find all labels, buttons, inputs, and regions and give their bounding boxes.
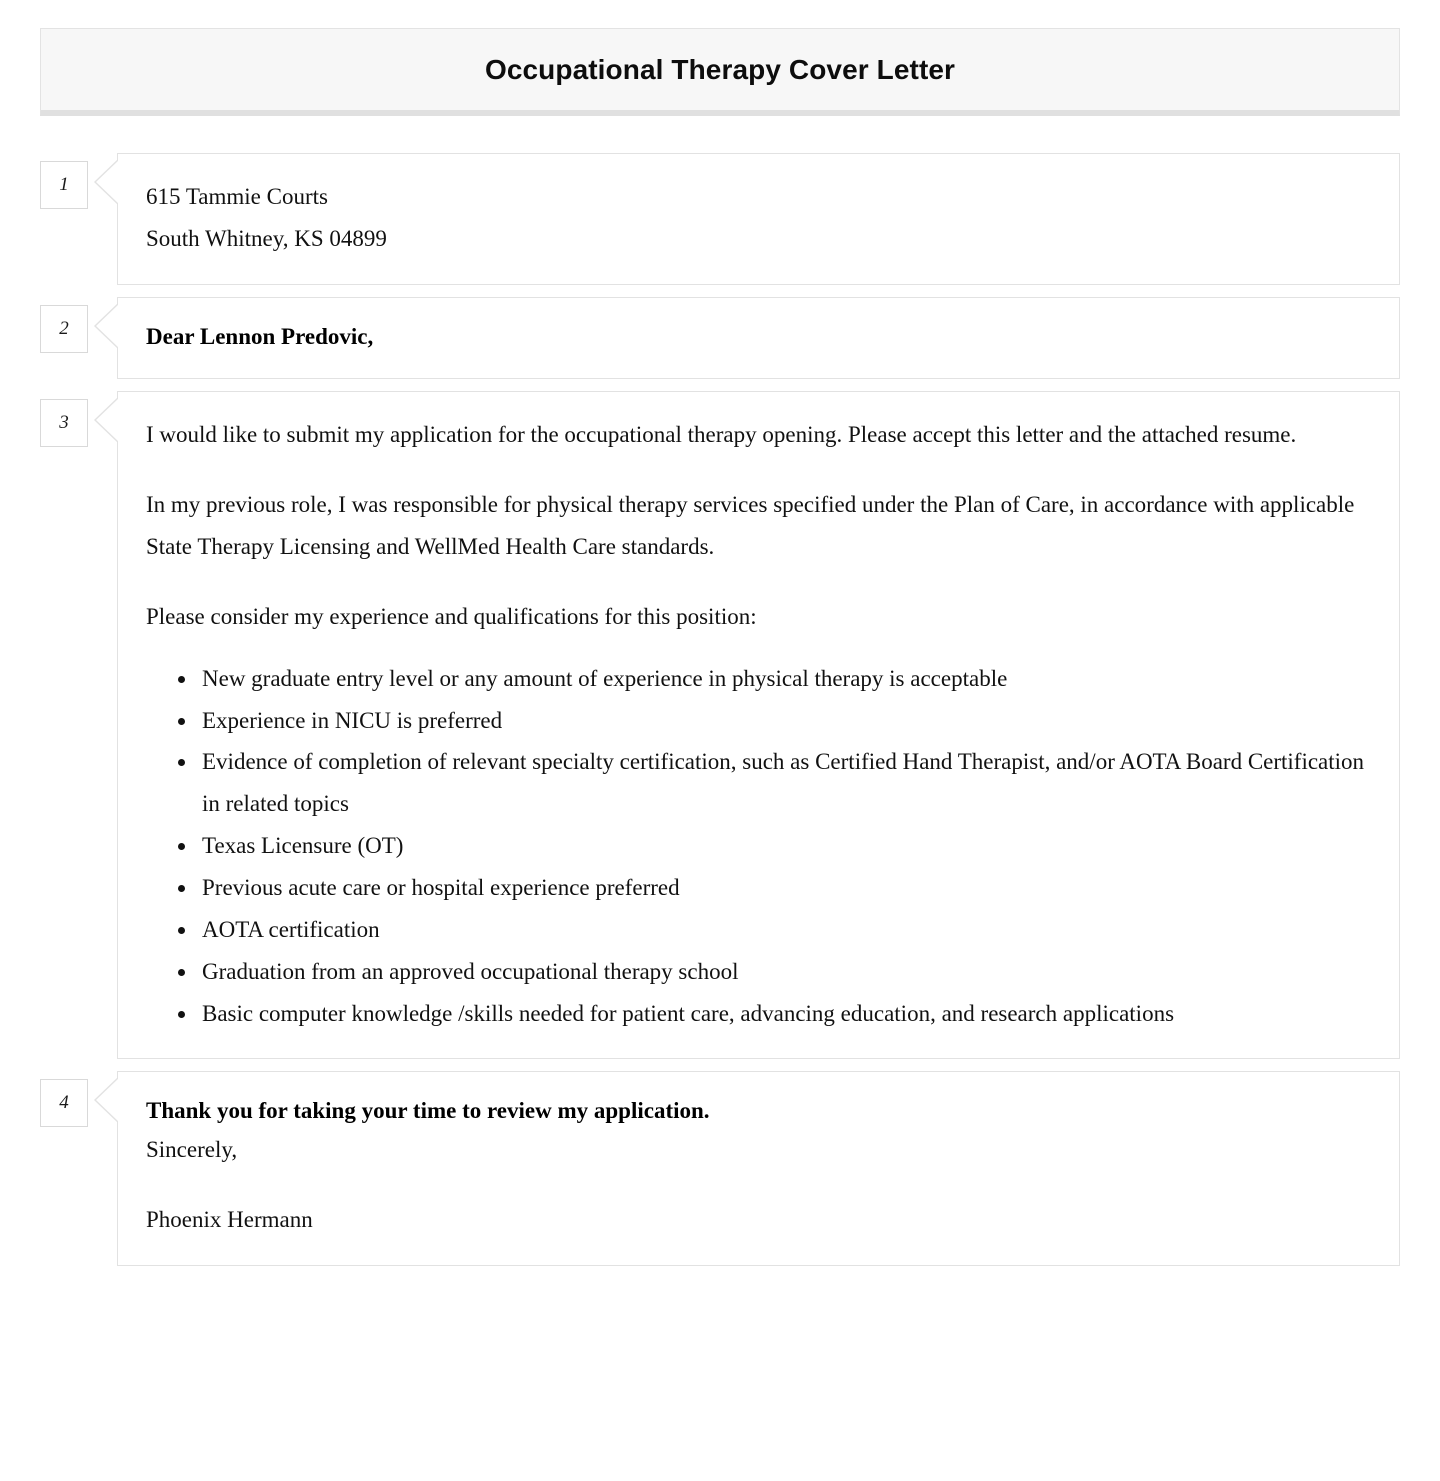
section-number-badge-2: 2 (40, 305, 88, 353)
salutation-text: Dear Lennon Predovic, (146, 323, 374, 349)
list-item: • Previous acute care or hospital experience preferred (198, 867, 1371, 909)
section-closing (40, 1071, 1400, 1265)
document-header (40, 28, 1400, 116)
list-item: • Basic computer knowledge /skills needed for patient care, advancing education, and research applications (198, 993, 1371, 1035)
section-number-badge-4: 4 (40, 1079, 88, 1127)
body-paragraph-3: Please consider my experience and qualifications for this position: (146, 603, 757, 629)
section-letter-body (40, 391, 1400, 1059)
letter-sections (40, 116, 1400, 1266)
address-line-2: South Whitney, KS 04899 (146, 225, 387, 251)
list-item: • Evidence of completion of relevant specialty certification, such as Certified Hand Therapist, and/or AOTA Board Certification in related topics (198, 741, 1371, 825)
section-sender-address (40, 153, 1400, 285)
address-line-1: 615 Tammie Courts (146, 184, 328, 209)
list-item: • New graduate entry level or any amount of experience in physical therapy is acceptable (198, 658, 1371, 700)
section-salutation (40, 297, 1400, 380)
closing-box[interactable] (117, 1071, 1400, 1265)
body-paragraph-2: In my previous role, I was responsible for physical therapy services specified under the Plan of Care, in accordance with applicable State Therapy Licensing and WellMed Health Care standards. (146, 492, 1355, 559)
body-paragraph-1: I would like to submit my application for the occupational therapy opening. Please accept this letter and the attached resume. (146, 422, 1297, 448)
letter-body-box[interactable] (117, 391, 1400, 1059)
page-title: Occupational Therapy Cover Letter (484, 53, 956, 85)
list-item: • Experience in NICU is preferred (198, 700, 1371, 742)
list-item: • Texas Licensure (OT) (198, 825, 1371, 867)
closing-signoff: Sincerely, (146, 1136, 238, 1162)
document-page (0, 28, 1440, 1266)
qualifications-list (146, 658, 1371, 1035)
sender-address-box[interactable] (117, 153, 1400, 285)
list-item: • Graduation from an approved occupational therapy school (198, 951, 1371, 993)
closing-thanks: Thank you for taking your time to review my application. (146, 1098, 710, 1124)
closing-signature: Phoenix Hermann (146, 1206, 313, 1232)
section-number-badge-1: 1 (40, 161, 88, 209)
list-item: • AOTA certification (198, 909, 1371, 951)
salutation-box[interactable] (117, 297, 1400, 380)
section-number-badge-3: 3 (40, 399, 88, 447)
